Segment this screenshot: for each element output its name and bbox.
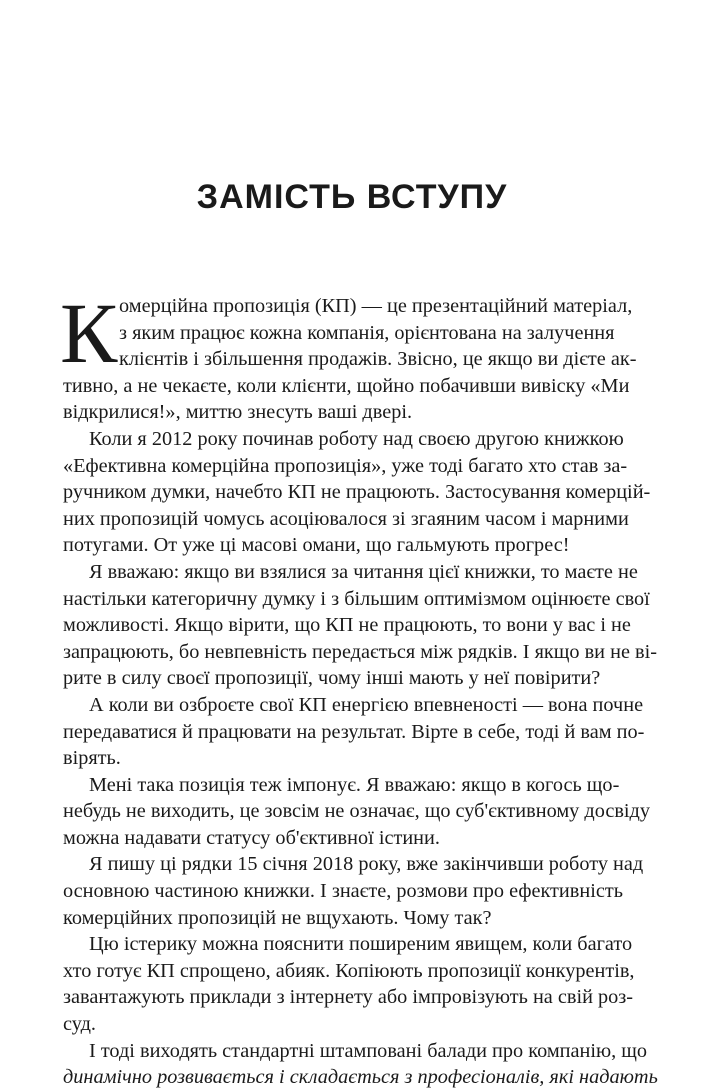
text-line: можливості. Якщо вірити, що КП не працюють, то вони у вас і не (63, 614, 631, 637)
text-line: І тоді виходять стандартні штамповані балади про компанію, що (89, 1039, 648, 1062)
text-line: клієнтів і збільшення продажів. Звісно, це якщо ви дієте ак- (119, 348, 637, 371)
paragraph-5 (63, 772, 651, 852)
text-line: Я вважаю: якщо ви взялися за читання цієї книжки, то маєте не (89, 560, 638, 583)
paragraph-2 (63, 426, 651, 559)
text-line: вірять. (63, 747, 121, 770)
text-line: комерційних пропозицій не вщухають. Чому так? (63, 906, 492, 929)
paragraph-6 (63, 851, 644, 931)
paragraph-7 (63, 931, 635, 1037)
paragraph-4 (63, 692, 645, 772)
text-line: «Ефективна комерційна пропозиція», уже тоді багато хто став за- (63, 454, 628, 477)
text-line: ручником думки, начебто КП не працюють. Застосування комерцій- (63, 481, 651, 504)
text-line: завантажують приклади з інтернету або імпровізують на свій роз- (63, 986, 634, 1009)
text-line: відкрилися!», миттю знесуть ваші двері. (63, 401, 413, 424)
text-line: можна надавати статусу об'єктивної істини. (63, 826, 440, 849)
text-line: основною частиною книжки. І знаєте, розмови про ефективність (63, 880, 623, 903)
text-line: Мені така позиція теж імпонує. Я вважаю: якщо в когось що- (89, 773, 620, 796)
text-line: Я пишу ці рядки 15 січня 2018 року, вже закінчивши роботу над (89, 853, 644, 876)
text-line: передаватися й працювати на результат. Вірте в себе, тоді й вам по- (63, 720, 645, 743)
drop-cap-letter: К (60, 285, 118, 381)
text-line: Цю істерику можна пояснити поширеним явищем, коли багато (89, 933, 633, 956)
body-text (60, 285, 658, 1091)
text-line: А коли ви озброєте свої КП енергією впевненості — вона почне (89, 693, 644, 716)
text-line: настільки категоричну думку і з більшим оптимізмом оцінюєте свої (63, 587, 650, 610)
text-line: запрацюють, бо невпевність передається між рядків. І якщо ви не ві- (63, 640, 657, 663)
text-line: з яким працює кожна компанія, орієнтована на залучення (119, 321, 615, 344)
text-line: омерційна пропозиція (КП) — це презентаційний матеріал, (119, 295, 633, 317)
paragraph-8 (63, 1038, 658, 1091)
text-line: рите в силу своєї пропозиції, чому інші мають у неї повірити? (63, 667, 601, 690)
text-line: них пропозицій чомусь асоціювалося зі згаяним часом і марними (63, 507, 629, 530)
text-line: Коли я 2012 року починав роботу над своєю другою книжкою (89, 427, 624, 450)
paragraph-3 (63, 559, 657, 692)
text-line: потугами. От уже ці масові омани, що гальмують прогрес! (63, 534, 570, 557)
text-line-italic: динамічно розвивається і складається з професіоналів, які надають (63, 1066, 658, 1089)
chapter-title: ЗАМІСТЬ ВСТУПУ (196, 178, 508, 216)
text-line: тивно, а не чекаєте, коли клієнти, щойно побачивши вивіску «Ми (63, 374, 630, 397)
paragraph-1 (63, 293, 637, 426)
text-line: хто готує КП спрощено, абияк. Копіюють пропозиції конкурентів, (63, 959, 635, 982)
text-line: небудь не виходить, це зовсім не означає, що суб'єктивному досвіду (63, 800, 651, 823)
text-line: суд. (63, 1013, 96, 1036)
